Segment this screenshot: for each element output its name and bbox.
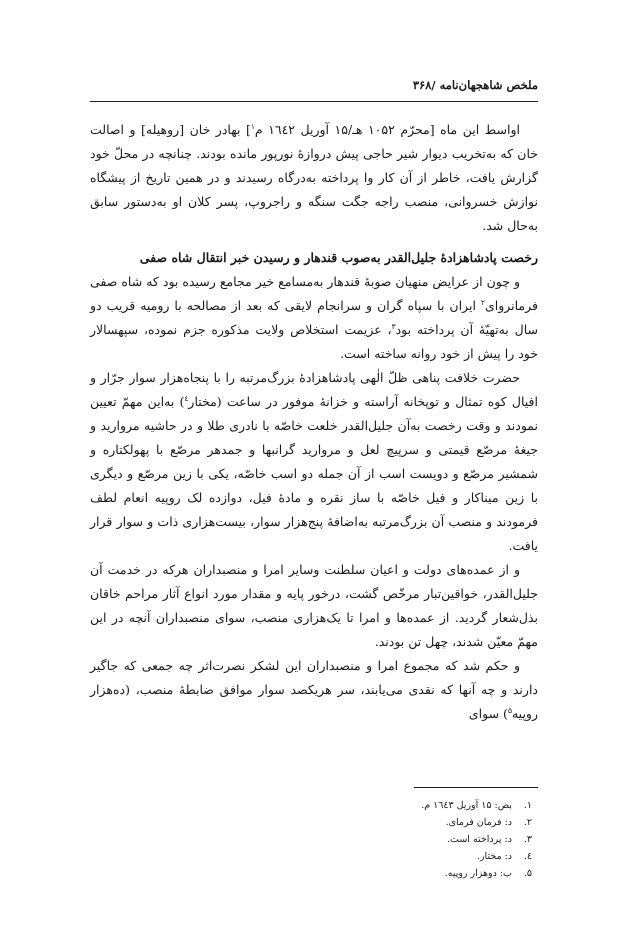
footnote-item <box>92 797 532 814</box>
body-text <box>90 118 538 726</box>
footnote-number: ٤. <box>523 851 532 862</box>
paragraph-2 <box>90 270 538 366</box>
footnote-text: بض: ۱۵ آوریل ۱٦٤۳ م. <box>421 800 512 811</box>
section-heading: رخصت پادشاهزادهٔ جلیل‌القدر به‌صوب قندهار و رسیدن خبر انتقال شاه صفی <box>139 250 538 265</box>
footnote-ref[interactable]: ۲ <box>480 297 485 307</box>
footnote-item <box>92 865 532 882</box>
footnote-item <box>92 814 532 831</box>
footnotes <box>92 797 532 882</box>
footnote-text: ب: دوهزار روپیه. <box>444 868 512 879</box>
text-run: ) به‌این مهمّ تعیین نمودند و وقت رخصت به‌آن جلیل‌القدر خلعت خاصّه با نادری طلا و در حاشیه مروارید و جیغهٔ مرصّع قیمتی و سرپیچ لعل و مروارید گرانبها و جمدهر مرصّع با پهولکتاره و شمشیر مرصّع و دویست اسب از آن جمله دو اسب خاصّه، یکی با زین مرصّع و دیگری با زین میناکار و فیل خاصّه با ساز نقره و مادهٔ فیل، دوازده لک روپیه انعام لطف فرمودند و منصب آن بزرگ‌مرتبه به‌اضافهٔ پنج‌هزار سوار، بیست‌هزاری ذات و سوار قرار یافت. <box>90 394 538 553</box>
footnote-number: ۲. <box>523 817 532 828</box>
text-run: و حکم شد که مجموع امرا و منصبداران این لشکر نصرت‌اثر چه جمعی که جاگیر دارند و چه آنها که نقدی می‌یابند، سر هریکصد سوار موافق ضابطهٔ منصب، (ده‌هزار روپیه <box>90 658 538 721</box>
footnote-text: د: مختار. <box>476 851 512 862</box>
footnote-number: ۵. <box>523 868 532 879</box>
footnote-number: ۳. <box>523 834 532 845</box>
paragraph-3 <box>90 366 538 558</box>
text-run: و از عمده‌های دولت و اعیان سلطنت وسایر امرا و منصبداران هرکه در خدمت آن جلیل‌القدر، خواقین‌تبار مرخّص گشت، درخور پایه و مقدار مورد انواع آثار مراحم خاقان بذل‌شعار گردید. از عمده‌ها و امرا تا یک‌هزاری منصب، سوای منصبداران آنچه در این مهمّ معیّن شدند، چهل تن بودند. <box>90 562 538 649</box>
footnote-text: د: پرداخته است. <box>446 834 512 845</box>
text-run: ایران با سپاه گران و سرانجام لایقی که بعد از مصالحه با رومیه قریب دو سال به‌تهیّهٔ آن پرداخته بود <box>90 298 538 337</box>
footnote-text: د: فرمان فرمای. <box>445 817 512 828</box>
text-run: ) سوای <box>468 706 508 721</box>
paragraph-5 <box>90 654 538 726</box>
text-run: ] بهادر خان [روهیله] و اصالت خان که به‌تخریب دیوار شیر حاجی پیش دروازهٔ نورپور مانده بودند. چنانچه در محلّ خود گزارش یافت، خاطر از آن کار وا پرداخته به‌درگاه رسیدند و در همین تاریخ از پیشگاه نوازش خسروانی، منصب راجه جگت سنگه و راجروپ، پسر کلان او به‌دستور سابق به‌حال شد. <box>90 122 538 233</box>
paragraph-4 <box>90 558 538 654</box>
footnote-ref[interactable]: ٤ <box>184 393 189 403</box>
footnote-ref[interactable]: ۳ <box>391 321 396 331</box>
text-run: اواسط این ماه [محرّم ۱۰۵۲ هـ/۱۵ آوریل ۱٦٤۲ م <box>254 122 520 137</box>
footnote-ref[interactable]: ۵ <box>507 705 512 715</box>
text-run: و چون از عرایض منهیان صوبهٔ قندهار به‌مسامع خیر مجامع رسیده بود که شاه صفی فرمانروای <box>90 274 538 313</box>
footnote-rule <box>414 787 538 788</box>
footnote-number: ۱. <box>523 800 532 811</box>
paragraph-1 <box>90 118 538 238</box>
header-rule <box>90 101 538 102</box>
text-run: حضرت خلافت پناهی ظلّ الٰهی پادشاهزادهٔ بزرگ‌مرتبه را با پنجاه‌هزار سوار جرّار و افیال کوه تمثال و توپخانه آراسته و خزانهٔ موفور در ساعت (مختار <box>90 370 538 409</box>
footnote-ref[interactable]: ۱ <box>250 121 255 131</box>
footnote-item <box>92 831 532 848</box>
running-head: ملخص شاهجهان‌نامه /۳۶۸ <box>412 78 538 92</box>
footnote-item <box>92 848 532 865</box>
text-run: ، عزیمت استخلاص ولایت مذکوره جزم نموده، سپهسالار خود را پیش از خود روانه ساخته است. <box>90 322 538 361</box>
